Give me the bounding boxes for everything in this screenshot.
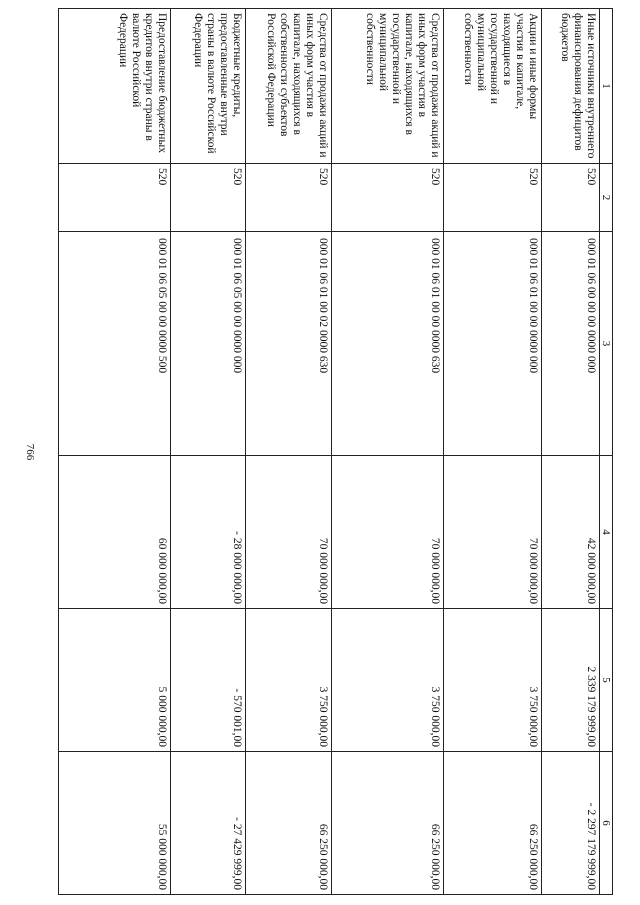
row-name: Предоставление бюджетных кредитов внутри страны в валюте Российской Федерации — [59, 9, 171, 164]
row-budget-code: 000 01 06 00 00 00 0000 000 — [542, 232, 600, 456]
row-col6: 66 250 000,00 — [332, 752, 444, 895]
header-cell: 5 — [600, 609, 613, 752]
row-col6: - 2 297 179 999,00 — [542, 752, 600, 895]
row-col4: - 28 000 000,00 — [171, 456, 246, 609]
row-name: Средства от продажи акций и иных форм участия в капитале, находящихся в собственности субъектов Российской Федерации — [246, 9, 332, 164]
table-row — [59, 9, 171, 895]
table-row — [542, 9, 600, 895]
row-col4: 70 000 000,00 — [246, 456, 332, 609]
table-header-row — [600, 9, 613, 895]
header-cell: 3 — [600, 232, 613, 456]
row-admin-code: 520 — [171, 164, 246, 232]
row-col5: 3 750 000,00 — [246, 609, 332, 752]
row-col4: 70 000 000,00 — [332, 456, 444, 609]
row-budget-code: 000 01 06 01 00 00 0000 630 — [332, 232, 444, 456]
row-name: Бюджетные кредиты, предоставленные внутри страны в валюте Российской Федерации — [171, 9, 246, 164]
table-row — [246, 9, 332, 895]
header-cell: 2 — [600, 164, 613, 232]
row-budget-code: 000 01 06 05 00 00 0000 500 — [59, 232, 171, 456]
row-admin-code: 520 — [246, 164, 332, 232]
row-budget-code: 000 01 06 05 00 00 0000 000 — [171, 232, 246, 456]
table-row — [171, 9, 246, 895]
row-col4: 70 000 000,00 — [444, 456, 542, 609]
table-row — [332, 9, 444, 895]
row-name: Средства от продажи акций и иных форм участия в капитале, находящихся в государственной и муниципальной собственности — [332, 9, 444, 164]
row-col5: 5 000 000,00 — [59, 609, 171, 752]
budget-table — [58, 8, 613, 895]
header-cell: 1 — [600, 9, 613, 164]
budget-table-container — [58, 8, 613, 894]
row-col6: - 27 429 999,00 — [171, 752, 246, 895]
row-admin-code: 520 — [332, 164, 444, 232]
row-col6: 66 250 000,00 — [444, 752, 542, 895]
row-name: Акции и иные формы участия в капитале, находящиеся в государственной и муниципальной собственности — [444, 9, 542, 164]
row-budget-code: 000 01 06 01 00 00 0000 000 — [444, 232, 542, 456]
row-col6: 55 000 000,00 — [59, 752, 171, 895]
row-col5: - 570 001,00 — [171, 609, 246, 752]
table-row — [444, 9, 542, 895]
row-admin-code: 520 — [542, 164, 600, 232]
row-budget-code: 000 01 06 01 00 02 0000 630 — [246, 232, 332, 456]
row-name: Иные источники внутреннего финансирования дефицитов бюджетов — [542, 9, 600, 164]
row-col5: 2 339 179 999,00 — [542, 609, 600, 752]
row-col5: 3 750 000,00 — [444, 609, 542, 752]
row-col5: 3 750 000,00 — [332, 609, 444, 752]
row-col6: 66 250 000,00 — [246, 752, 332, 895]
row-admin-code: 520 — [59, 164, 171, 232]
header-cell: 4 — [600, 456, 613, 609]
row-col4: 42 000 000,00 — [542, 456, 600, 609]
row-col4: 60 000 000,00 — [59, 456, 171, 609]
header-cell: 6 — [600, 752, 613, 895]
row-admin-code: 520 — [444, 164, 542, 232]
